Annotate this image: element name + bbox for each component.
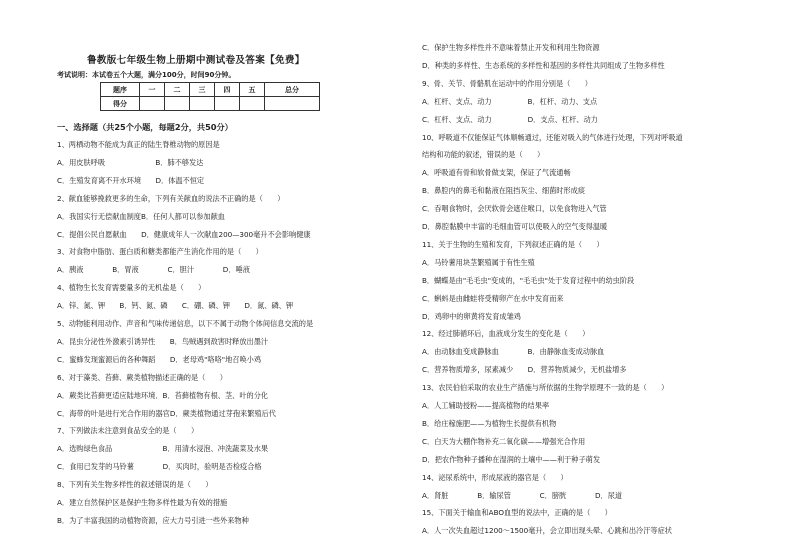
- score-cell: [265, 97, 320, 111]
- score-table-header-row: [101, 83, 320, 97]
- section-heading: 一、选择题（共25个小题，每题2分，共50分）: [57, 122, 233, 132]
- question-line: 4、植物生长发育需要量多的无机盐是（ ）: [57, 283, 206, 293]
- question-line: 14、泌尿系统中，形成尿液的器官是（ ）: [422, 472, 568, 482]
- question-line: A．锌、氮、钾 B．钙、氮、磷 C．硼、磷、钾 D．氮、磷、钾: [57, 301, 294, 311]
- question-line: A．呼吸道有骨和软骨做支架，保证了气流通畅: [422, 168, 571, 178]
- score-header-cell: 五: [240, 83, 265, 97]
- question-line: A．马铃薯用块茎繁殖属于有性生殖: [422, 257, 535, 267]
- question-line: 15、下面关于输血和ABO血型的说法中，正确的是（ ）: [422, 508, 612, 518]
- question-line: 9、骨、关节、骨骼肌在运动中的作用分别是（ ）: [422, 78, 592, 88]
- question-line: 12、经过肺循环后，血液成分发生的变化是（ ）: [422, 329, 590, 339]
- question-line: A．人一次失血超过1200～1500毫升，会立即出现头晕、心跳和出冷汗等症状: [422, 526, 672, 536]
- question-line: 5、动物能利用动作、声音和气味传递信息，以下不属于动物个体间信息交流的是: [57, 319, 314, 328]
- score-header-cell: 一: [140, 83, 165, 97]
- question-line: A．昆虫分泌性外激素引诱异性 B．鸟贼遇到敌害时释放出墨汁: [57, 336, 269, 346]
- score-header-cell: 题序: [101, 83, 140, 97]
- exam-note: 考试说明：本试卷五个大题，满分100分，时间90分钟。: [57, 71, 236, 79]
- score-header-cell: 四: [215, 83, 240, 97]
- question-line: D．鼻腔黏膜中丰富的毛细血管可以使吸入的空气变得温暖: [422, 222, 608, 231]
- question-line: D．种类的多样性、生态系统的多样性和基因的多样性共同组成了生物多样性: [422, 60, 665, 70]
- question-line: 6、对于藻类、苔藓、蕨类植物描述正确的是（ ）: [57, 372, 227, 382]
- question-line: A．用皮肤呼吸 B．肺不够发达: [57, 157, 204, 167]
- question-line: D．把农作物种子播种在湿润的土壤中——利于种子萌发: [422, 454, 601, 464]
- question-line: A．由动脉血变成静脉血 B．由静脉血变成动脉血: [422, 347, 605, 357]
- question-line: 8、下列有关生物多样性的叙述错误的是（ ）: [57, 480, 213, 490]
- score-header-cell: 二: [165, 83, 190, 97]
- question-line: C．蜜蜂发现蜜源后的各种舞蹈 D．老母鸡"咯咯"地召唤小鸡: [57, 354, 262, 364]
- score-table: [100, 82, 320, 111]
- question-line: C．白天为大棚作物补充二氧化碳——增强光合作用: [422, 436, 586, 446]
- question-line: B．蝴蝶是由"毛毛虫"变成的，"毛毛虫"处于发育过程中的幼虫阶段: [422, 275, 635, 285]
- question-line: C．吞咽食物时，会厌软骨会遮住喉口，以免食物进入气管: [422, 204, 607, 214]
- score-cell: [165, 97, 190, 111]
- score-cell: [215, 97, 240, 111]
- question-line: A．蕨类比苔藓更适应陆地环境．B．苔藓植物有根、茎、叶的分化: [57, 390, 269, 400]
- question-line: A．杠杆、支点、动力 B．杠杆、动力、支点: [422, 96, 598, 106]
- question-line: A．胰液 B．胃液 C．胆汁 D．唾液: [57, 265, 250, 275]
- question-line: 1、两栖动物不能成为真正的陆生脊椎动物的原因是: [57, 140, 220, 149]
- score-cell: [140, 97, 165, 111]
- question-line: A．肾脏 B．输尿管 C．膀胱 D．尿道: [422, 490, 623, 500]
- score-cell: [190, 97, 215, 111]
- score-row-label: 得分: [101, 97, 140, 111]
- question-line: D．鸡卵中的卵黄将发育成雏鸡: [422, 311, 521, 321]
- question-line: 3、对食物中脂肪、蛋白质和糖类都能产生消化作用的是（ ）: [57, 247, 263, 257]
- question-line: 13、农民伯伯采取的农业生产措施与所依据的生物学原理不一致的是（ ）: [422, 383, 669, 393]
- question-line: C．营养物质增多，尿素减少 D．营养物质减少，无机盐增多: [422, 365, 627, 375]
- question-line: B．为了丰富我国的动植物资源，应大力号引进一些外来物种: [57, 515, 249, 525]
- score-header-cell: 三: [190, 83, 215, 97]
- question-line: B．鼻腔内的鼻毛和黏液在阻挡灰尘、细菌时形成痰: [422, 186, 586, 196]
- question-line: A．建立自然保护区是保护生物多样性最为有效的措施: [57, 498, 228, 507]
- score-table-score-row: [101, 97, 320, 111]
- question-line: B．给庄稼施肥——为植物生长提供有机物: [422, 418, 557, 428]
- question-line: A．我国实行无偿献血制度B．任何人都可以参加献血: [57, 211, 225, 221]
- question-line: 2、献血能够挽救更多的生命，下列有关献血的说法不正确的是（ ）: [57, 193, 285, 203]
- score-header-cell: 总分: [265, 83, 320, 97]
- question-line: C．提倡公民自愿献血 D．健康成年人一次献血200—300毫升不会影响健康: [57, 229, 311, 239]
- question-line: 7、下列做法未注意到食品安全的是（ ）: [57, 426, 199, 436]
- question-line: C．海带的叶是进行光合作用的器官D．蕨类植物通过芽孢来繁殖后代: [57, 408, 276, 418]
- question-line: 10、呼吸道不仅能保证气体顺畅通过，还能对吸入的气体进行处理，下列对呼吸道: [422, 132, 683, 142]
- exam-title: 鲁教版七年级生物上册期中测试卷及答案【免费】: [87, 55, 305, 66]
- question-line: A．选购绿色食品 B．用清水浸泡、冲洗蔬菜及水果: [57, 444, 269, 454]
- question-line: C．生殖发育离不开水环境 D．体温不恒定: [57, 175, 205, 185]
- question-line: A．人工辅助授粉——提高植物的结果率: [422, 401, 550, 410]
- question-line: 结构和功能的叙述，错误的是（ ）: [422, 150, 545, 160]
- question-line: 11、关于生物的生殖和发育，下列叙述正确的是（ ）: [422, 239, 604, 249]
- score-cell: [240, 97, 265, 111]
- question-line: C．杠杆、支点、动力 D．支点、杠杆、动力: [422, 114, 598, 124]
- question-line: C．保护生物多样性并不意味着禁止开发和利用生物资源: [422, 43, 600, 52]
- question-line: C．食用已发芽的马铃薯 D．买肉时，验明是否检疫合格: [57, 462, 262, 472]
- question-line: C．蝌蚪是由雌蛙将受精卵产在水中发育而来: [422, 293, 564, 303]
